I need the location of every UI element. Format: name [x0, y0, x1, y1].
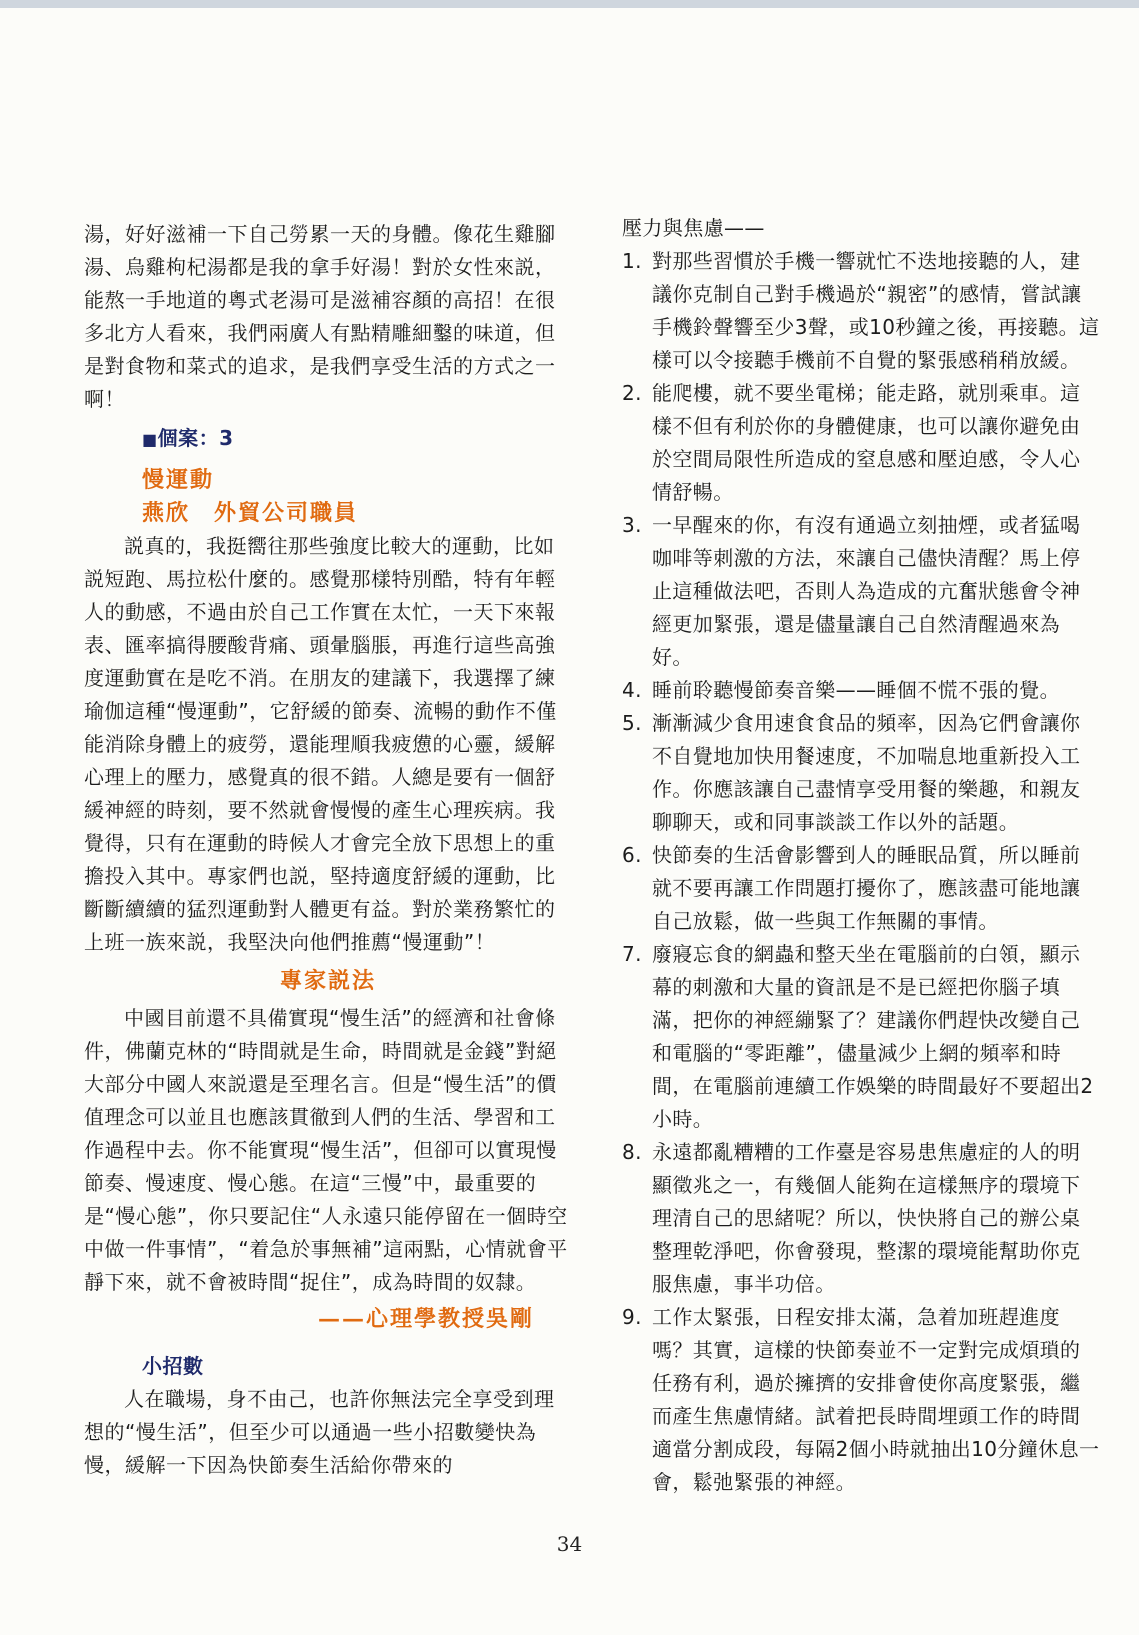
list-item-text: 對那些習慣於手機一響就忙不迭地接聽的人，建議你克制自己對手機過於“親密”的感情，嘗試讓手機鈴聲響至少3聲，或10秒鐘之後，再接聽。這樣可以令接聽手機前不自覺的緊張感稍稍放緩。	[652, 249, 1100, 372]
list-item-number: 8.	[622, 1140, 642, 1164]
list-item	[622, 245, 1100, 377]
square-bullet-icon: ■	[142, 430, 158, 449]
list-item	[622, 1136, 1100, 1301]
case-person: 燕欣 外貿公司職員	[142, 500, 359, 526]
case-title: 慢運動	[142, 467, 215, 493]
list-item-number: 6.	[622, 843, 642, 867]
list-item	[622, 839, 1100, 938]
list-item-text: 廢寢忘食的網蟲和整天坐在電腦前的白領，顯示幕的刺激和大量的資訊是不是已經把你腦子填滿，把你的神經繃緊了？建議你們趕快改變自己和電腦的“零距離”，儘量減少上網的頻率和時間，在電腦前連續工作娛樂的時間最好不要超出2小時。	[652, 942, 1094, 1131]
expert-signature: ——心理學教授吳剛	[317, 1306, 534, 1332]
case-heading	[142, 422, 572, 456]
list-item-text: 漸漸減少食用速食食品的頻率，因為它們會讓你不自覺地加快用餐速度，不加喘息地重新投入工作。你應該讓自己盡情享受用餐的樂趣，和親友聊聊天，或和同事談談工作以外的話題。	[652, 711, 1081, 834]
tips-intro-paragraph: 人在職場，身不由己，也許你無法完全享受到理想的“慢生活”，但至少可以通過一些小招數變快為慢，緩解一下因為快節奏生活給你帶來的	[84, 1387, 555, 1477]
tips-list	[622, 245, 1100, 1499]
expert-paragraph: 中國目前還不具備實現“慢生活”的經濟和社會條件，佛蘭克林的“時間就是生命，時間就是金錢”對絕大部分中國人來説還是至理名言。但是“慢生活”的價值理念可以並且也應該貫徹到人們的生活、學習和工作過程中去。你不能實現“慢生活”，但卻可以實現慢節奏、慢速度、慢心態。在這“三慢”中，最重要的是“慢心態”，你只要記住“人永遠只能停留在一個時空中做一件事情”，“着急於事無補”這兩點，心情就會平靜下來，就不會被時間“捉住”，成為時間的奴隸。	[84, 1006, 568, 1294]
list-item-number: 4.	[622, 678, 642, 702]
list-item-number: 5.	[622, 711, 642, 735]
list-item-text: 能爬樓，就不要坐電梯；能走路，就別乘車。這樣不但有利於你的身體健康，也可以讓你避免由於空間局限性所造成的窒息感和壓迫感，令人心情舒暢。	[652, 381, 1081, 504]
expert-heading: 專家説法	[279, 968, 376, 994]
list-item	[622, 1301, 1100, 1499]
case-label: 個案：3	[157, 426, 234, 450]
list-item-text: 永遠都亂糟糟的工作臺是容易患焦慮症的人的明顯徵兆之一，有幾個人能夠在這樣無序的環境下理清自己的思緒呢？所以，快快將自己的辦公桌整理乾淨吧，你會發現，整潔的環境能幫助你克服焦慮，事半功倍。	[652, 1140, 1081, 1296]
case-paragraph: 説真的，我挺嚮往那些強度比較大的運動，比如説短跑、馬拉松什麼的。感覺那樣特別酷，特有年輕人的動感，不過由於自己工作實在太忙，一天下來報表、匯率搞得腰酸背痛、頭暈腦脹，再進行這些高強度運動實在是吃不消。在朋友的建議下，我選擇了練瑜伽這種“慢運動”，它舒緩的節奏、流暢的動作不僅能消除身體上的疲勞，還能理順我疲憊的心靈，緩解心理上的壓力，感覺真的很不錯。人總是要有一個舒緩神經的時刻，要不然就會慢慢的產生心理疾病。我覺得，只有在運動的時候人才會完全放下思想上的重擔投入其中。專家們也説，堅持適度舒緩的運動，比斷斷續續的猛烈運動對人體更有益。對於業務繁忙的上班一族來説，我堅決向他們推薦“慢運動”！	[84, 534, 557, 954]
tips-heading: 小招數	[142, 1354, 204, 1378]
continuation-text: 壓力與焦慮——	[622, 216, 765, 240]
list-item-number: 7.	[622, 942, 642, 966]
list-item-text: 睡前聆聽慢節奏音樂——睡個不慌不張的覺。	[652, 678, 1060, 702]
page-number: 34	[556, 1532, 583, 1556]
right-column	[622, 212, 1100, 1499]
top-scan-edge	[0, 0, 1139, 8]
list-item-text: 快節奏的生活會影響到人的睡眠品質，所以睡前就不要再讓工作問題打擾你了，應該盡可能地讓自己放鬆，做一些與工作無關的事情。	[652, 843, 1081, 933]
intro-paragraph: 湯，好好滋補一下自己勞累一天的身體。像花生雞腳湯、烏雞枸杞湯都是我的拿手好湯！對於女性來説，能熬一手地道的粵式老湯可是滋補容顏的高招！在很多北方人看來，我們兩廣人有點精雕細鑿的味道，但是對食物和菜式的追求，是我們享受生活的方式之一啊！	[84, 222, 556, 411]
list-item-text: 一早醒來的你，有沒有通過立刻抽煙，或者猛喝咖啡等刺激的方法，來讓自己儘快清醒？馬上停止這種做法吧，否則人為造成的亢奮狀態會令神經更加緊張，還是儘量讓自己自然清醒過來為好。	[652, 513, 1081, 669]
list-item-number: 9.	[622, 1305, 642, 1329]
list-item	[622, 707, 1100, 839]
list-item-text: 工作太緊張，日程安排太滿，急着加班趕進度嗎？其實，這樣的快節奏並不一定對完成煩瑣的任務有利，過於擁擠的安排會使你高度緊張，繼而產生焦慮情緒。試着把長時間埋頭工作的時間適當分割成段，每隔2個小時就抽出10分鐘休息一會，鬆弛緊張的神經。	[652, 1305, 1100, 1494]
list-item	[622, 377, 1100, 509]
list-item-number: 1.	[622, 249, 642, 273]
list-item	[622, 674, 1100, 707]
list-item-number: 3.	[622, 513, 642, 537]
list-item	[622, 938, 1100, 1136]
list-item-number: 2.	[622, 381, 642, 405]
list-item	[622, 509, 1100, 674]
left-column	[84, 218, 572, 1482]
